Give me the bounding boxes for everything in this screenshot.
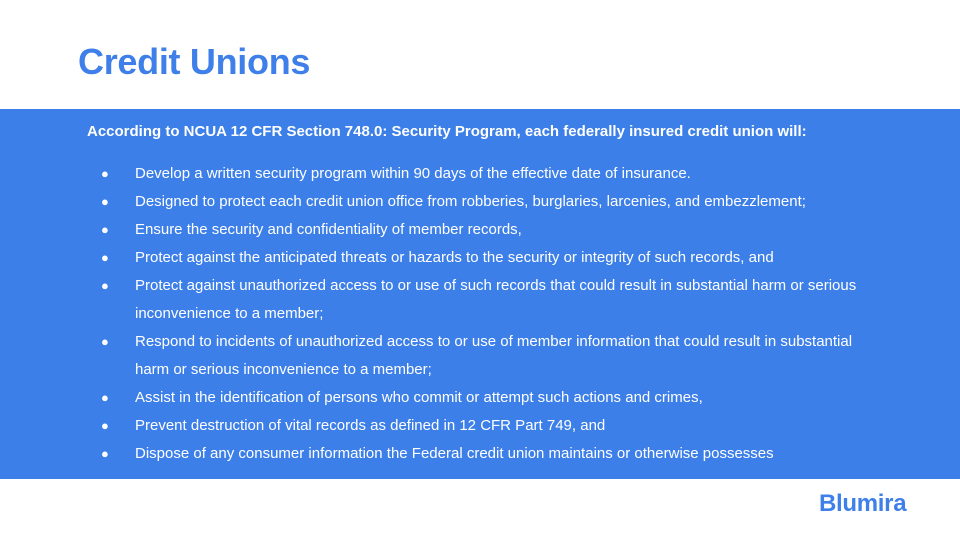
- bullet-icon: ●: [101, 194, 109, 209]
- bullet-text: Dispose of any consumer information the Federal credit union maintains or otherwise possesses: [135, 445, 774, 462]
- bullet-text: Protect against the anticipated threats or hazards to the security or integrity of such records, and: [135, 249, 774, 266]
- blumira-logo: Blumira: [819, 490, 907, 517]
- list-item: [87, 244, 877, 272]
- bullet-text: Respond to incidents of unauthorized access to or use of member information that could result in substantial harm or serious inconvenience to a member;: [135, 333, 853, 378]
- bullet-icon: ●: [101, 278, 109, 293]
- bullet-icon: ●: [101, 418, 109, 433]
- bullet-text: Develop a written security program within 90 days of the effective date of insurance.: [135, 165, 691, 182]
- bullet-icon: ●: [101, 166, 109, 181]
- bullet-icon: ●: [101, 250, 109, 265]
- list-item: [87, 272, 877, 328]
- content-panel: [0, 109, 960, 479]
- bullet-icon: ●: [101, 390, 109, 405]
- list-item: [87, 160, 877, 188]
- bullet-text: Protect against unauthorized access to or use of such records that could result in substantial harm or serious inconvenience to a member;: [135, 277, 857, 322]
- list-item: [87, 216, 877, 244]
- intro-text: According to NCUA 12 CFR Section 748.0: Security Program, each federally insured credit union will:: [87, 123, 807, 140]
- list-item: [87, 188, 877, 216]
- bullet-text: Assist in the identification of persons who commit or attempt such actions and crimes,: [135, 389, 703, 406]
- bullet-icon: ●: [101, 446, 109, 461]
- slide-title: Credit Unions: [78, 41, 311, 82]
- bullet-text: Designed to protect each credit union office from robberies, burglaries, larcenies, and embezzlement;: [135, 193, 806, 210]
- bullet-icon: ●: [101, 222, 109, 237]
- list-item: [87, 384, 877, 412]
- list-item: [87, 328, 877, 384]
- list-item: [87, 412, 877, 440]
- bullet-text: Ensure the security and confidentiality of member records,: [135, 221, 522, 238]
- bullet-list: [87, 160, 877, 468]
- bullet-icon: ●: [101, 334, 109, 349]
- bullet-text: Prevent destruction of vital records as defined in 12 CFR Part 749, and: [135, 417, 606, 434]
- list-item: [87, 440, 877, 468]
